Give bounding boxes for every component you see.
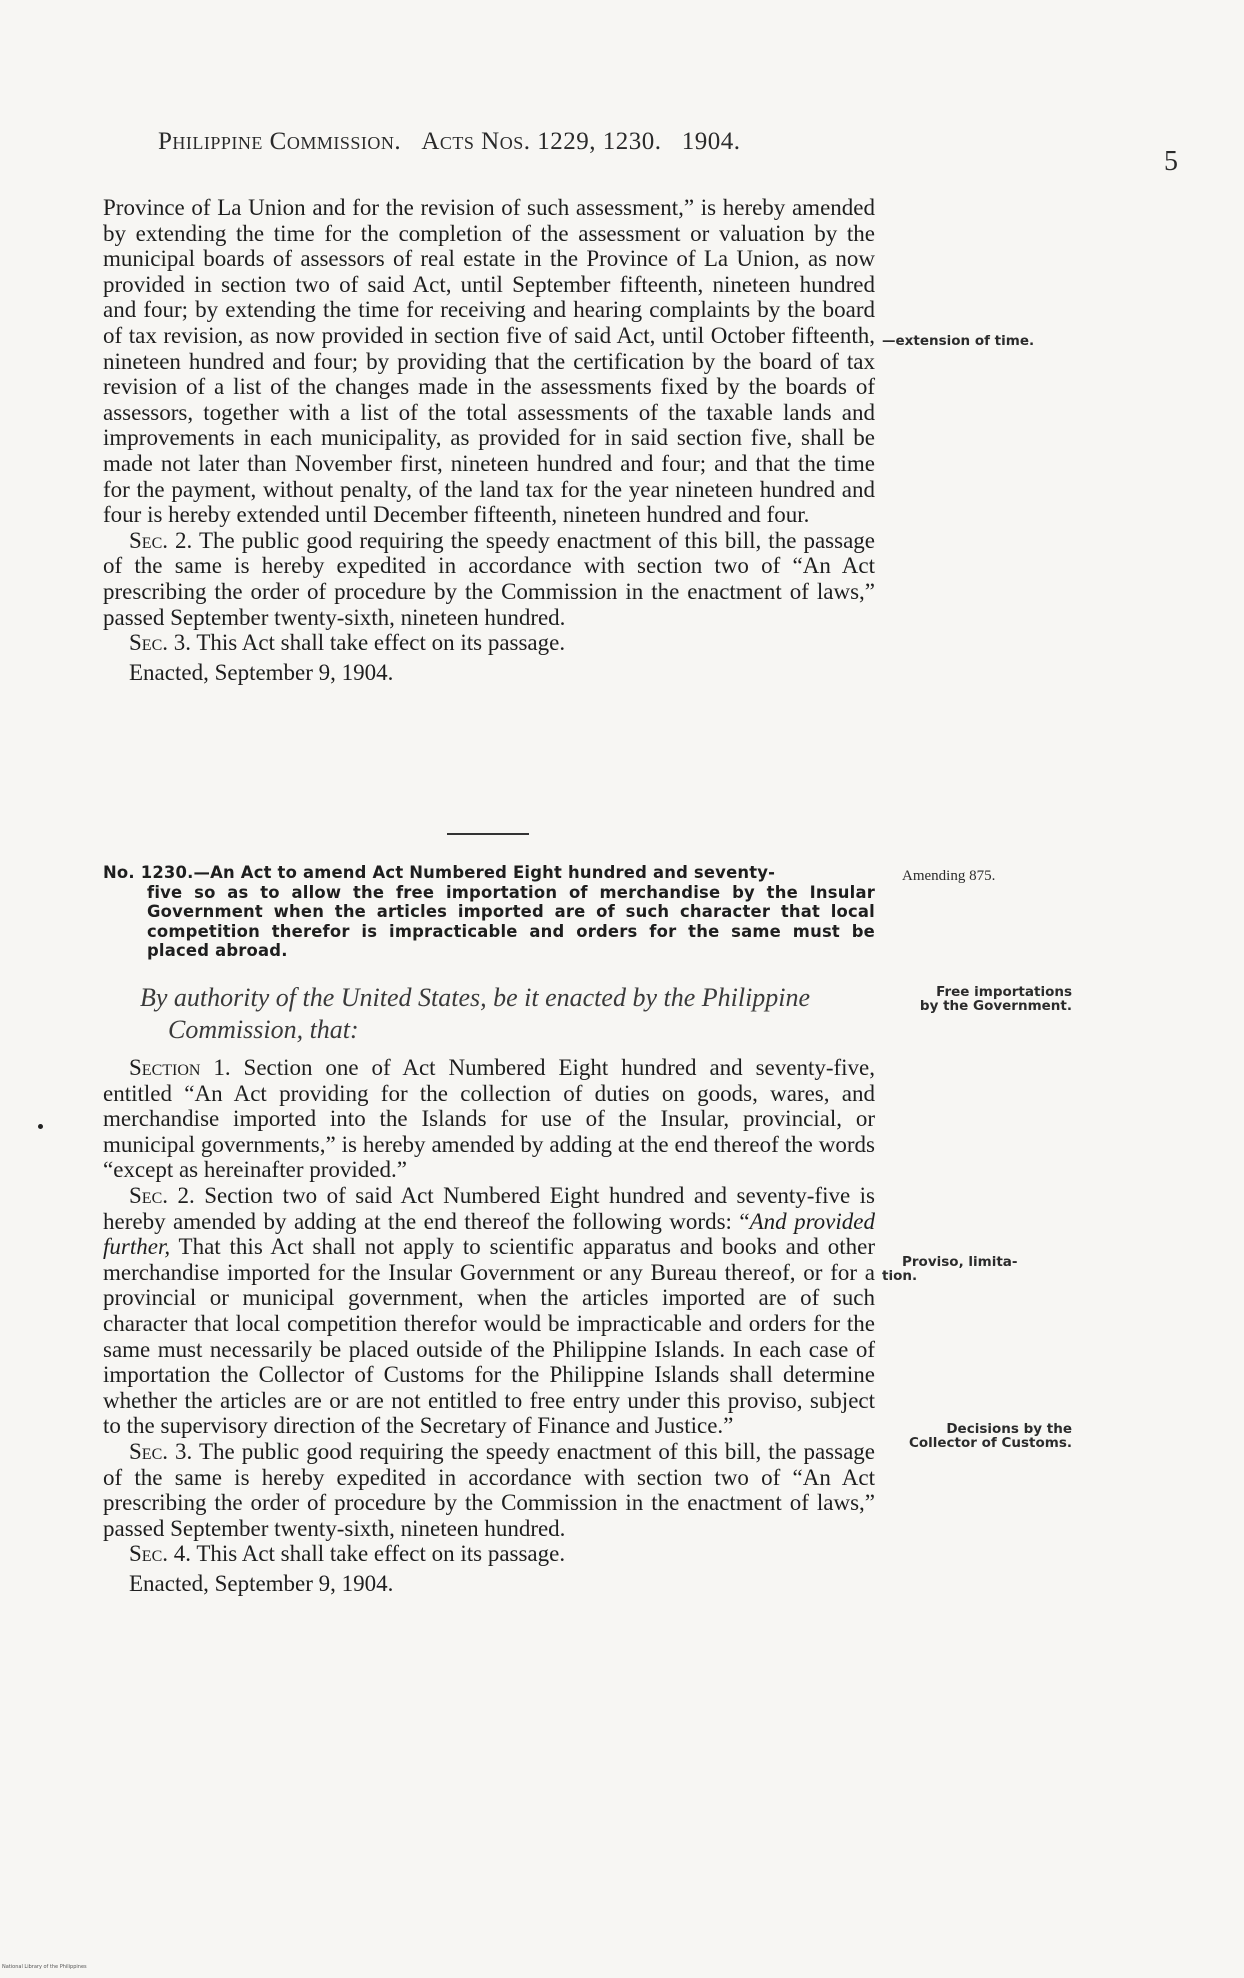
section-text: The public good requiring the speedy enactment of this bill, the passage of the same is hereby expedited in accordance with section two of “An Act prescribing the order of procedure by the Commission in the enactment of laws,” passed September twenty-sixth, nineteen hundred.: [103, 1438, 875, 1541]
section-text: Section one of Act Numbered Eight hundred and seventy-five, entitled “An Act providing for the collection of duties on goods, wares, and merchandise imported into the Islands for use of the Insular, provincial, or municipal governments,” is hereby amended by adding at the end thereof the words “except as hereinafter provided.”: [103, 1055, 876, 1183]
section-label: Sec. 2.: [129, 1182, 195, 1208]
margin-line: Free importations: [936, 984, 1072, 1000]
section-label: Sec. 3.: [129, 630, 191, 656]
act-title-rest: five so as to allow the free importation of merchandise by the Insular Government when the articles imported are of such character that local competition therefor is impracticable and orders for the same must be placed abroad.: [147, 882, 875, 961]
enacting-line2: Commission, that:: [168, 1015, 359, 1044]
section-text-italic: And provided further,: [103, 1208, 875, 1260]
section-text-a: Section two of said Act Numbered Eight hundred and seventy-five is hereby amended by adding at the end thereof the following words: “: [103, 1182, 875, 1234]
margin-note-extension: —extension of time.: [882, 333, 1035, 349]
margin-note-decisions: [882, 1422, 1072, 1450]
header-acts: Acts Nos. 1229, 1230.: [421, 128, 662, 155]
margin-line: tion.: [882, 1268, 918, 1284]
section-label: Sec. 2.: [129, 527, 193, 553]
header-year: 1904.: [681, 128, 741, 155]
act-title-line1: No. 1230.—An Act to amend Act Numbered Eight hundred and seventy-: [103, 863, 776, 882]
section-1: [103, 1055, 875, 1183]
section-2: [103, 528, 875, 630]
margin-note-proviso: [882, 1255, 1072, 1283]
paragraph: Province of La Union and for the revision of such assessment,” is hereby amended by extending the time for the completion of the assessment or valuation by the municipal boards of assessors of real estate in the Province of La Union, as now provided in section two of said Act, until September fifteenth, nineteen hundred and four; by extending the time for receiving and hearing complaints by the board of tax revision, as now provided in section five of said Act, until October fifteenth, nineteen hundred and four; by providing that the certification by the board of tax revision of a list of the changes made in the assessments fixed by the boards of assessors, together with a list of the total assessments of the taxable lands and improvements in each municipality, as provided for in said section five, shall be made not later than November first, nineteen hundred and four; and that the time for the payment, without penalty, of the land tax for the year nineteen hundred and four is hereby extended until December fifteenth, nineteen hundred and four.: [103, 195, 875, 528]
margin-note-amending: Amending 875.: [902, 868, 996, 884]
scan-speck: [38, 1124, 43, 1129]
section-label: Section 1.: [129, 1055, 231, 1080]
margin-note-free-importations: [882, 985, 1072, 1013]
enacting-clause: [140, 982, 875, 1046]
enacting-line1: By authority of the United States, be it enacted by the Philippine: [140, 983, 811, 1012]
section-label: Sec. 3.: [129, 1438, 193, 1464]
section-text: This Act shall take effect on its passage.: [196, 630, 566, 656]
enacted-date: Enacted, September 9, 1904.: [129, 1570, 394, 1596]
margin-line: Decisions by the: [946, 1421, 1072, 1437]
section-divider: [447, 833, 529, 835]
page-number: 5: [1164, 146, 1178, 177]
enacted-date: Enacted, September 9, 1904.: [129, 659, 394, 685]
section-label: Sec. 4.: [129, 1541, 191, 1567]
act-1230-title: [103, 863, 875, 961]
section-text-b: That this Act shall not apply to scientific apparatus and books and other merchandise imported for the Insular Government or any Bureau thereof, or for a provincial or municipal government, when the articles imported are of such character that local competition therefor would be impracticable and orders for the same must necessarily be placed outside of the Philippine Islands. In each case of importation the Collector of Customs for the Philippine Islands shall determine whether the articles are or are not entitled to free entry under this proviso, subject to the supervisory direction of the Secretary of Finance and Justice.”: [103, 1234, 875, 1439]
section-text: The public good requiring the speedy enactment of this bill, the passage of the same is hereby expedited in accordance with section two of “An Act prescribing the order of procedure by the Commission in the enactment of laws,” passed September twenty-sixth, nineteen hundred.: [103, 527, 875, 630]
section-text: This Act shall take effect on its passage.: [196, 1541, 566, 1567]
header-commission: Philippine Commission.: [158, 128, 402, 155]
act-1230-body: [103, 1055, 875, 1596]
section-3: [103, 1439, 875, 1541]
margin-line: Proviso, limita-: [902, 1254, 1018, 1270]
footer-watermark: National Library of the Philippines: [2, 1964, 87, 1970]
section-4: [103, 1541, 875, 1567]
act-1229-continuation: [103, 195, 875, 685]
running-header: [158, 128, 740, 156]
section-3: [103, 630, 875, 656]
section-2: [103, 1183, 875, 1439]
margin-line: by the Government.: [919, 998, 1072, 1014]
margin-line: Collector of Customs.: [908, 1435, 1072, 1451]
